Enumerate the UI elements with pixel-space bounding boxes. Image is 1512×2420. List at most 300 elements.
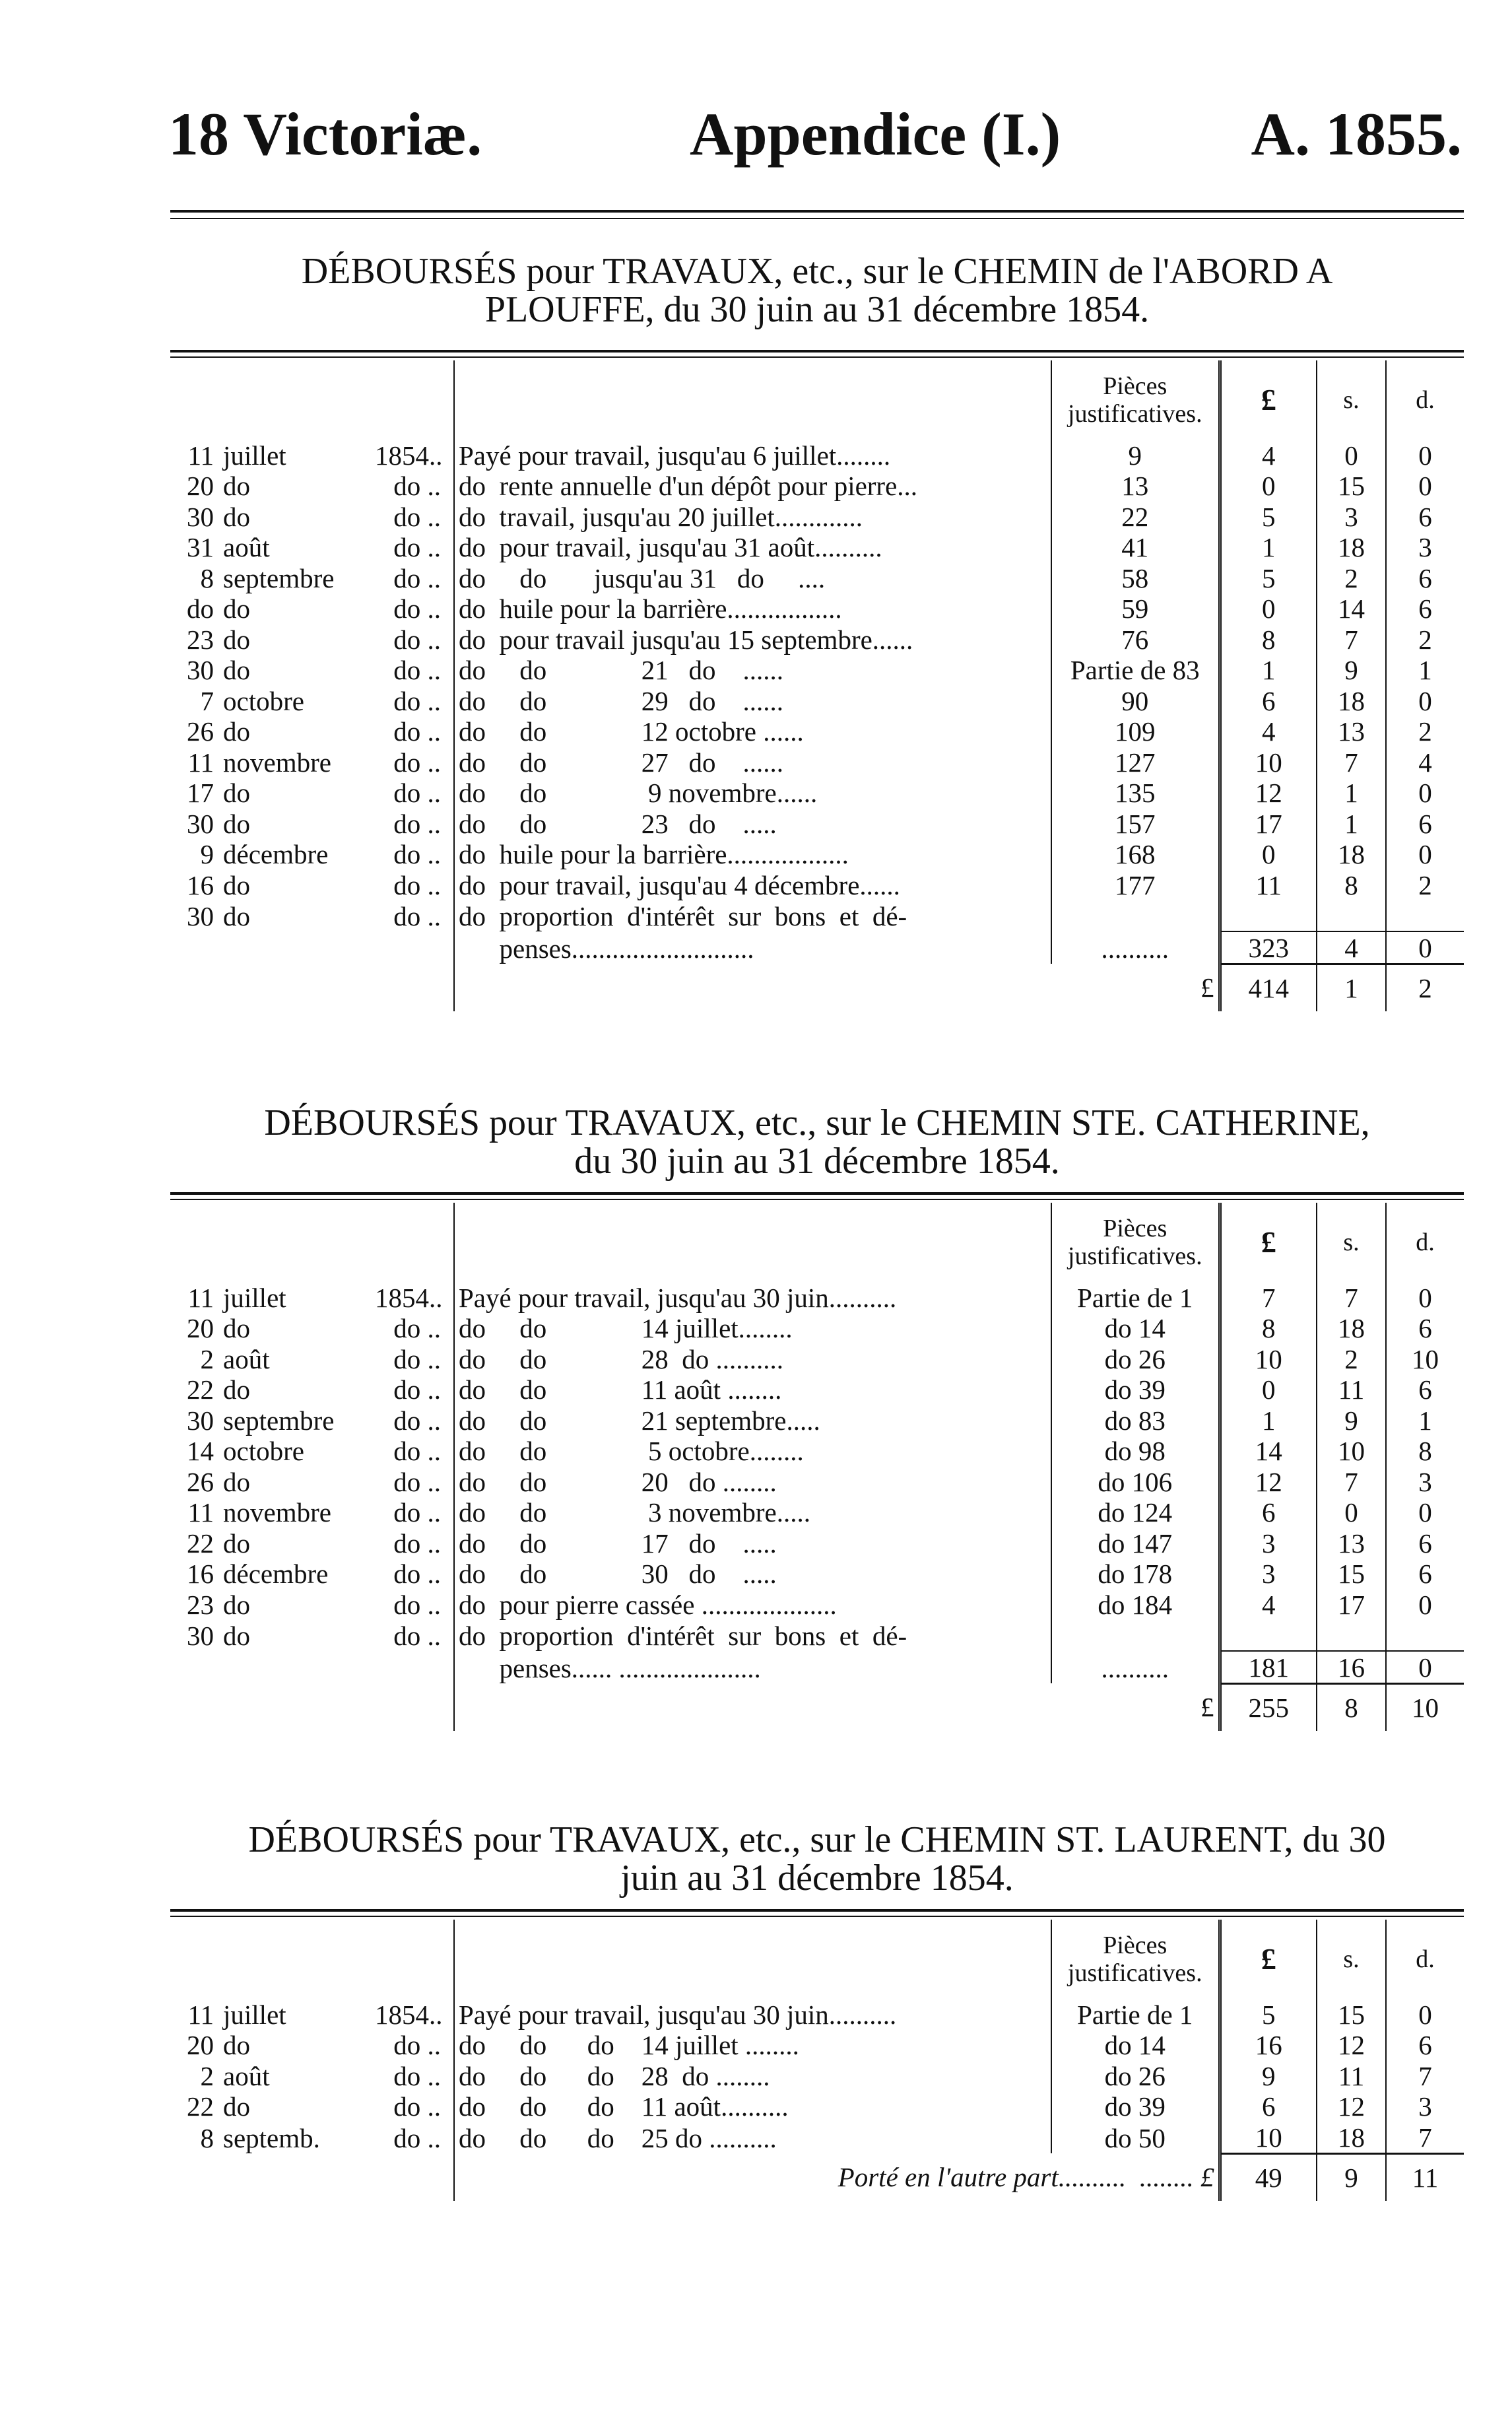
pounds-header: £ [1220,1203,1317,1282]
entry-voucher: 22 [1051,501,1220,532]
table-row [170,562,1464,593]
entry-month: octobre [223,1436,304,1466]
entry-year: do .. [393,1405,441,1436]
table-row [170,440,1464,471]
entry-day: 8 [200,562,214,593]
entry-month: août [223,532,270,562]
entry-pounds: 4 [1220,1589,1317,1620]
entry-description: do do 11 août ........ [454,1374,1051,1405]
entry-date [170,1282,454,1313]
pence-header: d. [1386,1920,1464,1999]
entry-date [170,655,454,686]
entry-shillings: 14 [1317,593,1386,624]
entry-month: do [223,655,250,685]
entry-pence: 0 [1386,440,1464,471]
entry-description: do do 28 do .......... [454,1343,1051,1374]
entry-voucher: do 184 [1051,1589,1220,1620]
total-pence: 10 [1386,1683,1464,1731]
entry-pence: 8 [1386,1436,1464,1467]
entry-date [170,2030,454,2061]
header-regnal-year: 18 Victoriæ. [168,100,482,168]
total-shillings: 1 [1317,964,1386,1011]
table-row [170,778,1464,809]
table-row [170,1343,1464,1374]
total-label: Porté en l'autre part.......... ........ £ [454,2153,1220,2201]
entry-month: septembre [223,562,335,593]
section-1-table-wrap [170,350,1464,1011]
entry-year: do .. [393,1589,441,1620]
entry-shillings: 15 [1317,1559,1386,1590]
entry-shillings: 12 [1317,2030,1386,2061]
entry-voucher: 109 [1051,716,1220,747]
total-row [170,964,1464,1011]
entry-pence: 6 [1386,1313,1464,1344]
entry-voucher: 127 [1051,747,1220,778]
entry-shillings: 9 [1317,655,1386,686]
table-row [170,716,1464,747]
entry-month: juillet [223,440,286,471]
entry-year: 1854.. [375,440,443,471]
entry-year: do .. [393,593,441,624]
entry-month: décembre [223,839,329,869]
entry-pence: 6 [1386,2030,1464,2061]
entry-day: 31 [187,532,214,562]
entry-day: 20 [187,471,214,501]
table-row [170,685,1464,716]
entry-shillings: 3 [1317,501,1386,532]
entry-voucher: do 124 [1051,1497,1220,1528]
entry-pounds: 3 [1220,1559,1317,1590]
entry-pence: 2 [1386,716,1464,747]
entry-description: do do 21 septembre..... [454,1405,1051,1436]
entry-shillings: 1 [1317,808,1386,839]
section-3-table [170,1920,1464,2201]
table-row [170,808,1464,839]
entry-year: do .. [393,501,441,532]
section-1-title [170,252,1464,329]
entry-month: décembre [223,1559,329,1589]
total-pence: 11 [1386,2153,1464,2201]
entry-day: 9 [200,839,214,869]
entry-month: do [223,901,250,931]
table-row [170,1559,1464,1590]
entry-year: do .. [393,808,441,839]
entry-description: do do 12 octobre ...... [454,716,1051,747]
entry-shillings: 15 [1317,471,1386,502]
entry-year: do .. [393,1497,441,1528]
entry-shillings: 4 [1317,931,1386,964]
entry-pounds: 323 [1220,931,1317,964]
entry-date [170,1436,454,1467]
entry-date [170,562,454,593]
description-header [454,1203,1051,1282]
entry-year: do .. [393,1559,441,1589]
entry-day: 22 [187,1528,214,1559]
entry-pounds: 1 [1220,655,1317,686]
entry-month: do [223,2030,250,2060]
entry-voucher: 76 [1051,624,1220,655]
table-row [170,1497,1464,1528]
entry-day: 2 [200,2060,214,2091]
entry-year: do .. [393,532,441,562]
table-row [170,471,1464,502]
entry-pence: 3 [1386,2091,1464,2122]
entry-shillings: 0 [1317,1497,1386,1528]
entry-shillings [1317,1620,1386,1652]
section-1-rule [170,350,1464,358]
entry-description: do do 17 do ..... [454,1528,1051,1559]
entry-pounds: 6 [1220,1497,1317,1528]
entry-date [170,440,454,471]
entry-description: do proportion d'intérêt sur bons et dé- [454,900,1051,932]
entry-day: 14 [187,1436,214,1466]
entry-voucher: 59 [1051,593,1220,624]
entry-day: 11 [187,440,214,471]
total-label: £ [454,1683,1220,1731]
entry-description: do huile pour la barrière................. [454,593,1051,624]
entry-description: do do 9 novembre...... [454,778,1051,809]
entry-year: do .. [393,655,441,685]
entry-voucher: do 39 [1051,1374,1220,1405]
entry-pounds: 8 [1220,1313,1317,1344]
ref-header: Pièces justificatives. [1051,360,1220,440]
entry-description: penses........................... [454,931,1051,964]
entry-shillings: 12 [1317,2091,1386,2122]
entry-description: do do 20 do ........ [454,1466,1051,1497]
entry-day: 8 [200,2123,214,2153]
entry-shillings: 7 [1317,747,1386,778]
entry-shillings: 10 [1317,1436,1386,1467]
entry-pounds: 14 [1220,1436,1317,1467]
table-row [170,1405,1464,1436]
entry-shillings: 18 [1317,685,1386,716]
section-2-rule [170,1192,1464,1200]
section-3-title-line1: DÉBOURSÉS pour TRAVAUX, etc., sur le CHEMIN ST. LAURENT, du 30 [248,1819,1386,1860]
entry-pence: 1 [1386,655,1464,686]
entry-year: do .. [393,624,441,655]
entry-pence: 0 [1386,778,1464,809]
entry-description: do proportion d'intérêt sur bons et dé- [454,1620,1051,1652]
entry-year: do .. [393,2091,441,2122]
entry-day: 11 [187,1999,214,2030]
entry-date [170,1466,454,1497]
entry-pence: 6 [1386,1528,1464,1559]
entry-month: août [223,2060,270,2091]
entry-day: 23 [187,1589,214,1620]
entry-pence: 7 [1386,2122,1464,2153]
entry-year: do .. [393,747,441,778]
entry-voucher: 168 [1051,839,1220,870]
entry-day: do [187,593,214,624]
total-pounds: 255 [1220,1683,1317,1731]
entry-date [170,1343,454,1374]
entry-pence: 0 [1386,931,1464,964]
pence-header: d. [1386,1203,1464,1282]
header-year: A. 1855. [1251,100,1462,168]
entry-year: do .. [393,2030,441,2060]
entry-day: 30 [187,808,214,839]
entry-description: do do 27 do ...... [454,747,1051,778]
table-row [170,593,1464,624]
entry-pence: 1 [1386,1405,1464,1436]
entry-description: do do do 14 juillet ........ [454,2030,1051,2061]
entry-voucher: do 14 [1051,2030,1220,2061]
entry-year: do .. [393,1313,441,1343]
table-row [170,839,1464,870]
entry-description: do pour travail, jusqu'au 4 décembre...... [454,869,1051,900]
entry-voucher: 9 [1051,440,1220,471]
entry-date [170,1559,454,1590]
entry-pence: 6 [1386,562,1464,593]
entry-shillings: 2 [1317,562,1386,593]
entry-day: 30 [187,655,214,685]
entry-year: 1854.. [375,1282,443,1313]
shillings-header: s. [1317,1920,1386,1999]
entry-month: novembre [223,747,331,778]
section-2-title-line2: du 30 juin au 31 décembre 1854. [574,1141,1060,1182]
entry-pounds: 0 [1220,839,1317,870]
total-row [170,1683,1464,1731]
entry-month: octobre [223,685,304,716]
entry-day: 16 [187,1559,214,1589]
entry-voucher: 157 [1051,808,1220,839]
table-row [170,1466,1464,1497]
entry-pounds [1220,1620,1317,1652]
table-row [170,1528,1464,1559]
entry-pounds: 0 [1220,593,1317,624]
entry-description: do travail, jusqu'au 20 juillet............. [454,501,1051,532]
entry-month: do [223,1589,250,1620]
entry-description: do do 23 do ..... [454,808,1051,839]
entry-date [170,1374,454,1405]
description-header [454,360,1051,440]
entry-year: do .. [393,2060,441,2091]
entry-date [170,471,454,502]
entry-shillings: 7 [1317,1282,1386,1313]
entry-year: do .. [393,1343,441,1374]
table-row [170,747,1464,778]
entry-month: do [223,1466,250,1497]
entry-month: août [223,1343,270,1374]
total-spacer [170,2153,454,2201]
entry-description: Payé pour travail, jusqu'au 30 juin.......... [454,1282,1051,1313]
entry-date [170,1405,454,1436]
entry-month: juillet [223,1999,286,2030]
entry-date [170,1528,454,1559]
entry-shillings: 9 [1317,1405,1386,1436]
entry-year: do .. [393,1528,441,1559]
entry-day: 11 [187,1282,214,1313]
section-2-title [170,1104,1464,1180]
entry-voucher: do 26 [1051,1343,1220,1374]
header-rule [170,210,1464,213]
entry-description: do do jusqu'au 31 do .... [454,562,1051,593]
entry-description: do do 29 do ...... [454,685,1051,716]
entry-pounds: 6 [1220,2091,1317,2122]
entry-pence: 0 [1386,685,1464,716]
entry-day: 30 [187,901,214,931]
entry-date [170,1497,454,1528]
entry-voucher: do 98 [1051,1436,1220,1467]
entry-month: septembre [223,1405,335,1436]
entry-voucher: do 83 [1051,1405,1220,1436]
entry-year: do .. [393,1374,441,1405]
entry-date [170,808,454,839]
entry-description: do do 21 do ...... [454,655,1051,686]
entry-shillings: 18 [1317,532,1386,563]
entry-shillings: 11 [1317,1374,1386,1405]
total-shillings: 8 [1317,1683,1386,1731]
ref-header: Pièces justificatives. [1051,1203,1220,1282]
entry-date [170,1651,454,1683]
entry-year: do .. [393,778,441,808]
entry-day: 16 [187,869,214,900]
entry-shillings: 18 [1317,839,1386,870]
entry-voucher: 90 [1051,685,1220,716]
entry-pounds: 10 [1220,747,1317,778]
entry-day: 26 [187,716,214,747]
entry-pounds: 11 [1220,869,1317,900]
pounds-header: £ [1220,1920,1317,1999]
entry-pence: 0 [1386,1999,1464,2030]
entry-voucher: 58 [1051,562,1220,593]
table-row [170,869,1464,900]
section-1-title-line2: PLOUFFE, du 30 juin au 31 décembre 1854. [484,289,1150,330]
entry-date [170,1620,454,1652]
entry-day: 20 [187,2030,214,2060]
entry-pounds: 5 [1220,501,1317,532]
entry-year: do .. [393,869,441,900]
table-row [170,931,1464,964]
entry-pounds: 12 [1220,1466,1317,1497]
entry-month: do [223,471,250,501]
section-2-header-row [170,1203,1464,1282]
entry-day: 30 [187,1405,214,1436]
entry-pounds [1220,900,1317,932]
table-row [170,501,1464,532]
entry-year: do .. [393,1466,441,1497]
entry-date [170,532,454,563]
header-appendix: Appendice (I.) [690,100,1061,168]
entry-description: do pour travail, jusqu'au 31 août.......... [454,532,1051,563]
entry-pence: 6 [1386,808,1464,839]
entry-date [170,685,454,716]
entry-pounds: 1 [1220,532,1317,563]
entry-pounds: 4 [1220,716,1317,747]
section-2-table-wrap [170,1192,1464,1731]
entry-pounds: 5 [1220,1999,1317,2030]
section-2-title-line1: DÉBOURSÉS pour TRAVAUX, etc., sur le CHEMIN STE. CATHERINE, [264,1102,1370,1143]
entry-shillings: 13 [1317,1528,1386,1559]
entry-date [170,2122,454,2153]
entry-date [170,869,454,900]
total-shillings: 9 [1317,2153,1386,2201]
entry-date [170,900,454,932]
entry-day: 11 [187,1497,214,1528]
entry-month: novembre [223,1497,331,1528]
entry-pounds: 181 [1220,1651,1317,1683]
entry-month: do [223,1374,250,1405]
section-3-header-row [170,1920,1464,1999]
entry-year: do .. [393,471,441,501]
entry-date [170,1313,454,1344]
total-spacer [170,1683,454,1731]
section-3-title [170,1821,1464,1897]
table-row [170,2060,1464,2091]
entry-date [170,1999,454,2030]
entry-description: do huile pour la barrière.................. [454,839,1051,870]
table-row [170,655,1464,686]
entry-year: do .. [393,562,441,593]
entry-month: do [223,1621,250,1651]
entry-date [170,624,454,655]
table-row [170,1589,1464,1620]
entry-pence: 3 [1386,532,1464,563]
entry-shillings: 7 [1317,624,1386,655]
total-row [170,2153,1464,2201]
entry-pence: 6 [1386,1559,1464,1590]
entry-pounds: 12 [1220,778,1317,809]
section-1-header-row [170,360,1464,440]
entry-shillings: 11 [1317,2060,1386,2091]
entry-year: 1854.. [375,1999,443,2030]
entry-day: 22 [187,2091,214,2122]
entry-voucher: do 26 [1051,2060,1220,2091]
table-row [170,1651,1464,1683]
entry-day: 17 [187,778,214,808]
section-2-table [170,1203,1464,1731]
ref-header: Pièces justificatives. [1051,1920,1220,1999]
entry-description: do do do 28 do ........ [454,2060,1051,2091]
section-1-title-line1: DÉBOURSÉS pour TRAVAUX, etc., sur le CHEMIN de l'ABORD A [301,251,1333,292]
entry-voucher: do 147 [1051,1528,1220,1559]
entry-pounds: 6 [1220,685,1317,716]
total-spacer [170,964,454,1011]
section-1-table [170,360,1464,1011]
entry-month: do [223,501,250,532]
table-row [170,1999,1464,2030]
entry-year: do .. [393,2123,441,2153]
entry-pounds: 10 [1220,2122,1317,2153]
entry-date [170,716,454,747]
entry-pounds: 0 [1220,1374,1317,1405]
entry-year: do .. [393,901,441,931]
entry-month: juillet [223,1282,286,1313]
entry-date [170,501,454,532]
entry-date [170,778,454,809]
table-row [170,900,1464,932]
date-header [170,360,454,440]
table-row [170,1282,1464,1313]
entry-pence: 0 [1386,1651,1464,1683]
entry-shillings: 0 [1317,440,1386,471]
entry-month: do [223,869,250,900]
table-row [170,1436,1464,1467]
entry-voucher: 135 [1051,778,1220,809]
entry-shillings: 13 [1317,716,1386,747]
entry-voucher [1051,900,1220,932]
entry-shillings: 2 [1317,1343,1386,1374]
entry-day: 23 [187,624,214,655]
total-pounds: 49 [1220,2153,1317,2201]
entry-month: do [223,593,250,624]
entry-pence: 0 [1386,471,1464,502]
entry-month: do [223,2091,250,2122]
entry-pounds: 17 [1220,808,1317,839]
entry-description: do do do 11 août.......... [454,2091,1051,2122]
entry-pence: 6 [1386,1374,1464,1405]
entry-year: do .. [393,1436,441,1466]
